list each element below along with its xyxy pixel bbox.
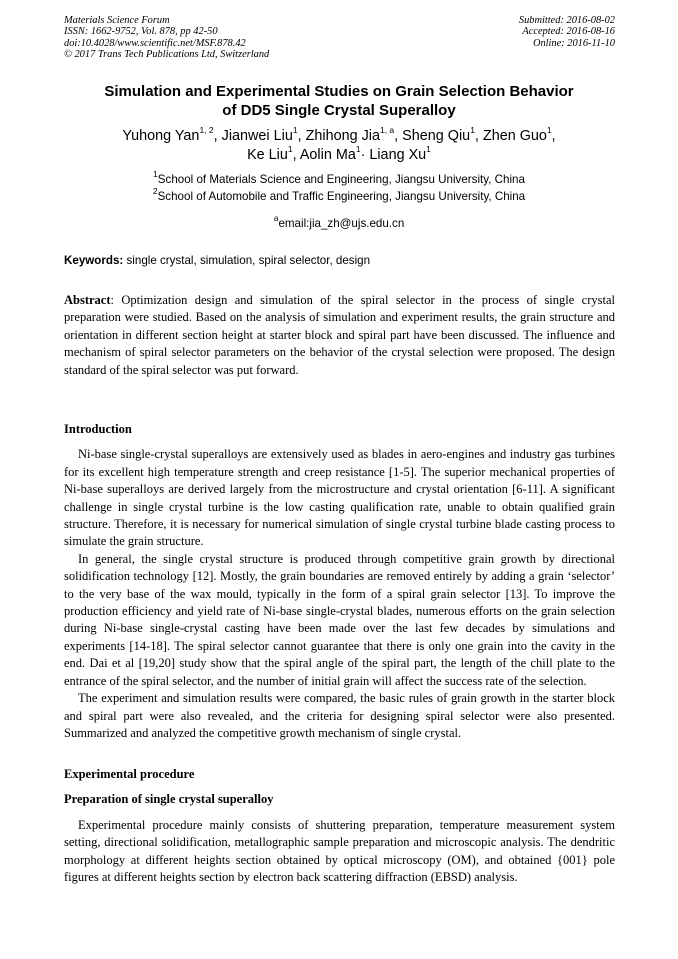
paper-title [60, 82, 618, 120]
title-line-2: of DD5 Single Crystal Superalloy [222, 102, 456, 119]
affiliation-1 [60, 169, 618, 187]
author-name: Aolin Ma [299, 147, 356, 163]
author-separator: , [394, 128, 403, 144]
author-separator: , [213, 128, 222, 144]
author-name: Zhihong Jia [305, 128, 380, 144]
journal-issn: ISSN: 1662-9752, Vol. 878, pp 42-50 [64, 26, 218, 38]
affiliation-text: School of Materials Science and Engineering, Jiangsu University, China [157, 173, 525, 186]
author-affil-mark: 1 [287, 144, 293, 155]
author-name: Yuhong Yan [122, 128, 200, 144]
author-name: Jianwei Liu [221, 128, 293, 144]
introduction-section [64, 421, 615, 742]
author-name: Ke Liu [247, 147, 288, 163]
author-separator: , [292, 147, 300, 163]
author-affil-mark: 1, 2 [199, 125, 214, 136]
submitted-date: Submitted: 2016-08-02 [518, 15, 615, 26]
journal-doi: doi:10.4028/www.scientific.net/MSF.878.42 [64, 37, 246, 49]
email-address: email:jia_zh@ujs.edu.cn [278, 217, 405, 230]
author-separator: , [297, 128, 306, 144]
journal-name: Materials Science Forum [64, 15, 170, 26]
journal-info [64, 15, 269, 60]
author-name: Sheng Qiu [402, 128, 471, 144]
introduction-paragraph: In general, the single crystal structure is produced through competitive grain growth by directional solidification technology [12]. Mostly, the grain boundaries are removed entirely by adding a grain ‘selector’ to the very base of the wax mould, typically in the form of a spiral grain selector [13]. To improve the production efficiency and yield rate of Ni-base single-crystal blades, numerous efforts on the grain selection during Ni-base single-crystal casting have been made over the last few decades by simulations and experiments [14-18]. The spiral selector cannot guarantee that there is only one grain into the cavity in the end. Dai et al [19,20] study show that the spiral angle of the spiral part, the length of the chill plate to the entrance of the spiral selector, and the number of initial grain will affect the success rate of the selection. [64, 551, 615, 688]
journal-copyright: © 2017 Trans Tech Publications Ltd, Switzerland [64, 48, 270, 60]
email-mark: a [273, 213, 279, 224]
experimental-subheading: Preparation of single crystal superalloy [64, 792, 274, 807]
author-affil-mark: 1 [292, 125, 298, 136]
abstract-label: Abstract [64, 293, 111, 307]
affiliation-text: School of Automobile and Traffic Engineering, Jiangsu University, China [157, 190, 526, 203]
author-name: Zhen Guo [482, 128, 547, 144]
spacer [64, 438, 615, 446]
introduction-heading: Introduction [64, 422, 132, 436]
abstract-paragraph [64, 292, 615, 379]
abstract-text: : Optimization design and simulation of the spiral selector in the process of single crystal preparation were studied. Based on the analysis of simulation and experiment results, the grain structure and orientation in different section height at starter block and spiral part have been discussed. The influence and mechanism of spiral selector parameters on the behavior of the crystal selection were proposed. The design standard of the spiral selector was put forward. [64, 293, 615, 377]
author-separator: , [474, 128, 483, 144]
accepted-date: Accepted: 2016-08-16 [522, 26, 615, 38]
title-line-1: Simulation and Experimental Studies on Grain Selection Behavior [104, 83, 574, 100]
affiliation-2 [60, 186, 618, 204]
author-separator: · [360, 147, 366, 163]
affiliation-mark: 1 [153, 169, 158, 180]
online-date: Online: 2016-11-10 [532, 37, 615, 49]
author-affil-mark: 1 [426, 144, 431, 155]
spacer [64, 783, 615, 791]
publication-dates [519, 15, 615, 49]
author-affil-mark: 1, a [379, 125, 395, 136]
author-line-1 [60, 127, 618, 146]
spacer [64, 809, 615, 817]
introduction-paragraph: The experiment and simulation results were compared, the basic rules of grain growth in the starter block and spiral part were also revealed, and the criteria for designing spiral selector were also presented. Summarized and analyzed the competitive growth mechanism of single crystal. [64, 691, 615, 740]
author-line-2 [60, 146, 618, 165]
abstract [64, 292, 615, 379]
experimental-section [64, 766, 615, 886]
author-affil-mark: 1 [470, 125, 475, 136]
keywords-text: single crystal, simulation, spiral selector, design [123, 254, 371, 267]
author-separator: , [551, 128, 556, 144]
introduction-paragraph: Ni-base single-crystal superalloys are extensively used as blades in aero-engines and industry gas turbines for its excellent high temperature strength and creep resistance [1-5]. The superior mechanical properties of Ni-base superalloys are derived largely from the microstructure and crystal orientation [6-11]. A significant challenge in single crystal turbine is the low casting qualification rate, unable to obtain qualified grain structure. Therefore, it is necessary for numerical simulation of single crystal turbine blade casting process to simulate the grain structure. [64, 447, 615, 549]
keywords-label: Keywords: [64, 254, 124, 267]
author-affil-mark: 1 [355, 144, 361, 155]
author-name: Liang Xu [369, 147, 427, 163]
corresponding-email [60, 213, 618, 231]
affiliation-mark: 2 [152, 186, 158, 197]
author-list [60, 127, 618, 165]
experimental-heading: Experimental procedure [64, 767, 195, 781]
experimental-paragraph: Experimental procedure mainly consists of shuttering preparation, temperature measurement system setting, directional solidification, metallographic sample preparation and microscopic analysis. The dendritic morphology at different heights section obtained by optical microscopy (OM), and obtained {001} pole figures at different heights section by electron back scattering diffraction (EBSD) analysis. [64, 817, 615, 885]
author-affil-mark: 1 [546, 125, 552, 136]
keywords [64, 254, 616, 268]
